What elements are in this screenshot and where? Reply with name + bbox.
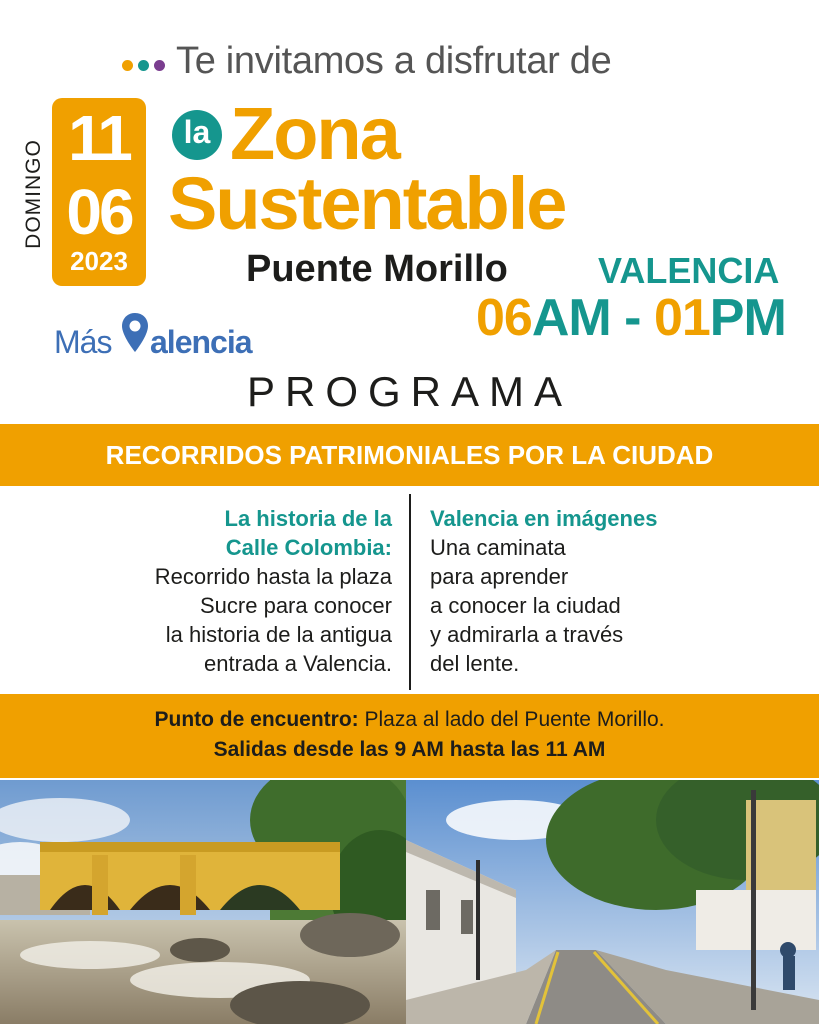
bridge-photo [0,780,406,1024]
meeting-label: Punto de encuentro: [154,708,359,731]
decorative-dots [122,60,174,74]
activity-left-line: la historia de la antigua [165,622,392,647]
time-start-number: 06 [476,289,532,347]
logo-prefix: Más [54,324,112,360]
time-start-suffix: AM [531,289,611,347]
activity-left-line: Sucre para conocer [200,593,392,618]
location-city: VALENCIA [598,250,780,291]
departures-text: Salidas desde las 9 AM hasta las 11 AM [213,738,606,761]
dot-teal [138,60,149,71]
activity-left-title-line1: La historia de la [224,506,392,531]
meeting-banner [0,694,819,778]
activity-left-title-line2: Calle Colombia: [225,535,392,560]
activity-right-title: Valencia en imágenes [430,506,658,531]
dot-purple [154,60,165,71]
logo-name: alencia [150,324,252,360]
time-separator: - [610,289,654,347]
meeting-text: Plaza al lado del Puente Morillo. [358,708,665,731]
section-title: RECORRIDOS PATRIMONIALES POR LA CIUDAD [105,440,714,470]
program-heading: PROGRAMA [246,368,573,415]
event-title-line1: Zona [230,92,399,175]
activity-right-line: a conocer la ciudad [430,593,621,618]
meeting-point [0,708,819,732]
activity-right-line: Una caminata [430,535,566,560]
location-place: Puente Morillo [246,248,508,290]
street-photo [406,780,819,1024]
time-end-suffix: PM [709,289,786,347]
date-month: 06 [66,176,132,248]
date-year: 2023 [70,246,128,276]
title-article: la [183,114,211,150]
date-badge [52,98,146,286]
activity-left [60,504,392,678]
time-end-number: 01 [653,289,710,347]
event-title-line2: Sustentable [168,162,566,245]
title-article-badge [172,110,222,160]
activity-left-line: entrada a Valencia. [204,651,392,676]
day-label: DOMINGO [22,139,45,249]
activity-left-line: Recorrido hasta la plaza [154,564,392,589]
event-time [476,288,786,348]
activity-right-line: del lente. [430,651,520,676]
mas-valencia-logo [54,308,284,368]
invite-text: Te invitamos a disfrutar de [176,40,612,82]
dot-orange [122,60,133,71]
activity-right-line: para aprender [430,564,569,589]
activity-right [430,504,760,678]
column-divider [409,494,411,690]
section-banner [0,424,819,486]
activity-right-line: y admirarla a través [430,622,624,647]
location-pin-icon [120,312,150,354]
date-day: 11 [68,102,130,174]
